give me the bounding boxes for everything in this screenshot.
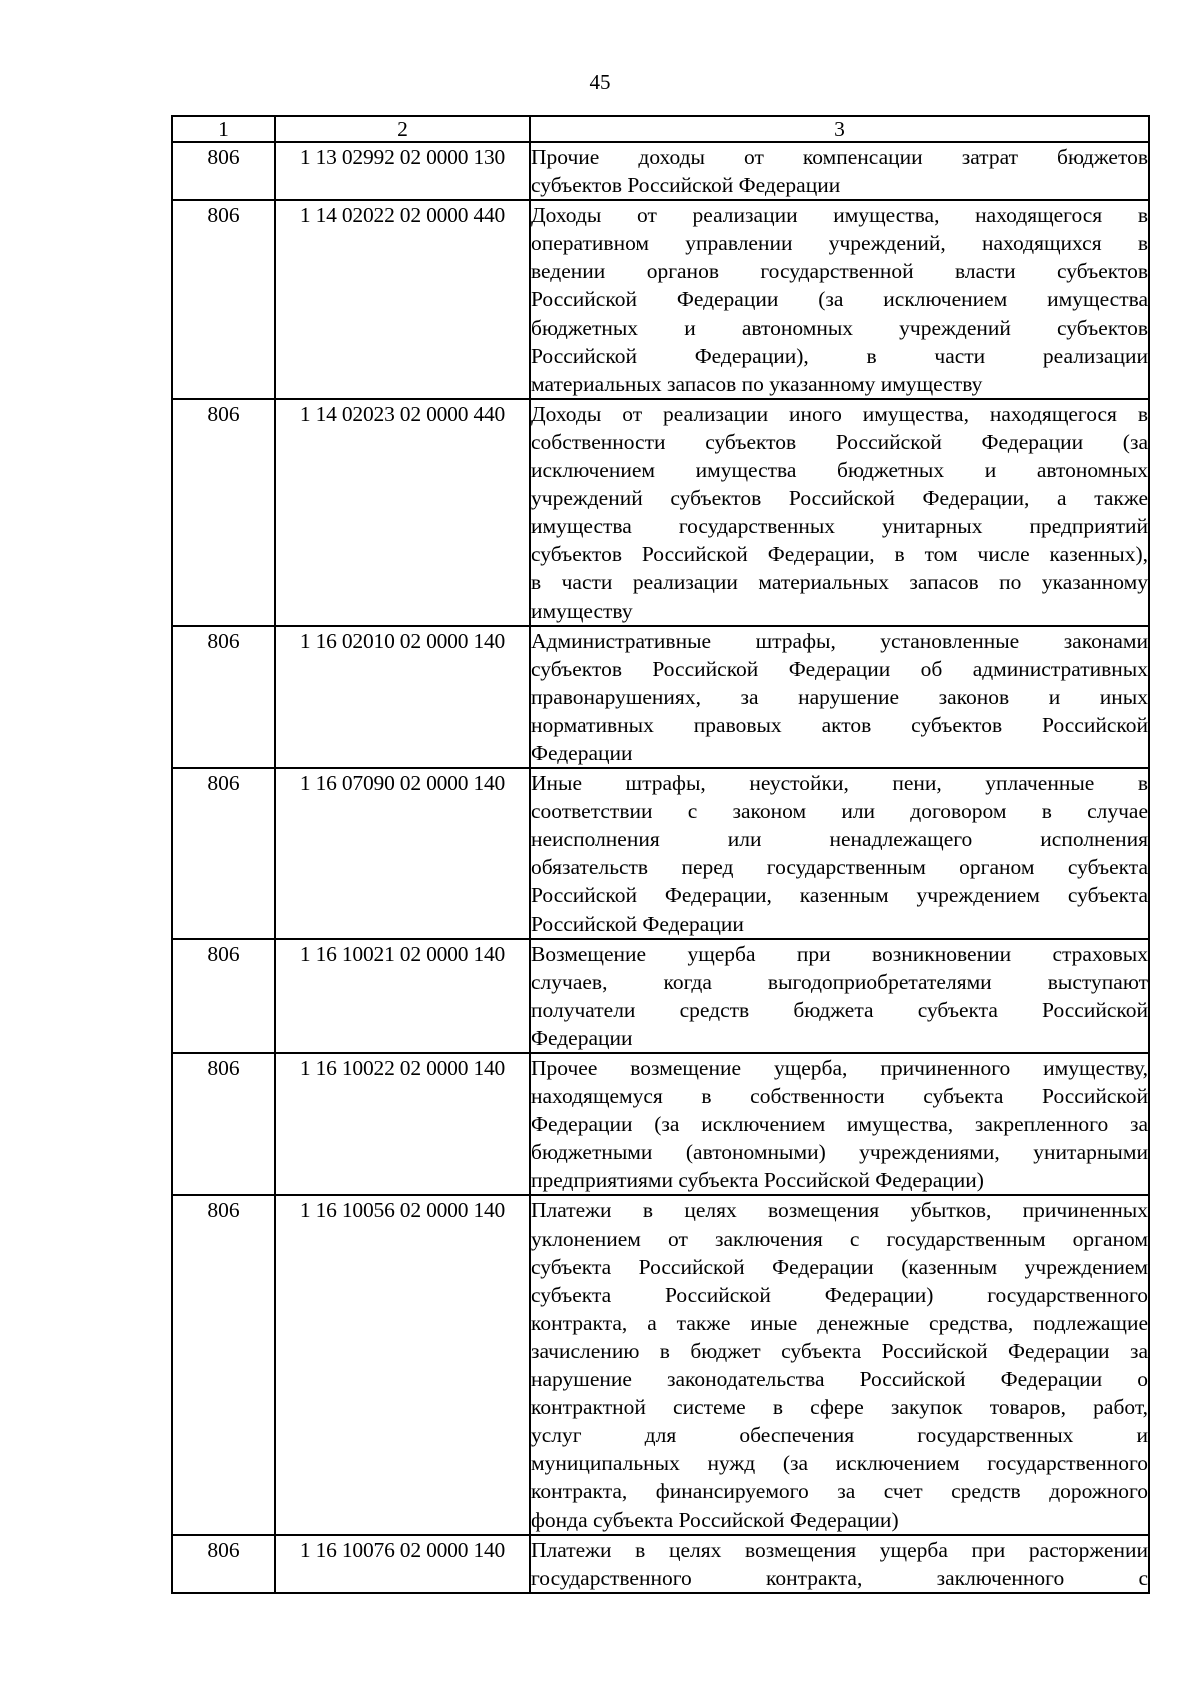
table-row <box>172 939 1149 1053</box>
description-line: исключением имущества бюджетных и автономных <box>531 458 1148 483</box>
description-line: государственного контракта, заключенного с <box>531 1565 1148 1590</box>
description-line: Российской Федерации <box>531 911 744 936</box>
description-line: Федерации <box>531 740 633 765</box>
description-line: бюджетными (автономными) учреждениями, унитарными <box>531 1140 1148 1165</box>
revenue-description-cell <box>530 200 1149 399</box>
table-row <box>172 1195 1149 1534</box>
description-line: собственности субъектов Российской Федерации (за <box>531 429 1148 454</box>
table-row <box>172 1535 1149 1593</box>
description-line: субъектов Российской Федерации, в том числе казенных), <box>531 542 1148 567</box>
header-cell-col1: 1 <box>172 116 275 142</box>
description-line: Российской Федерации), в части реализации <box>531 343 1148 368</box>
description-line: контракта, а также иные денежные средства, подлежащие <box>531 1310 1148 1335</box>
description-line: уклонением от заключения с государственным органом <box>531 1226 1148 1251</box>
description-line: субъекта Российской Федерации) государственного <box>531 1282 1148 1307</box>
description-line: Российской Федерации, казенным учреждением субъекта <box>531 883 1148 908</box>
page-number: 45 <box>589 70 611 94</box>
admin-code-cell: 806 <box>172 939 275 1053</box>
revenue-description-cell <box>530 399 1149 626</box>
table-row <box>172 399 1149 626</box>
revenue-description-cell <box>530 1195 1149 1534</box>
description-line: правонарушениях, за нарушение законов и иных <box>531 684 1148 709</box>
description-line: нарушение законодательства Российской Федерации о <box>531 1367 1148 1392</box>
admin-code-cell: 806 <box>172 1535 275 1593</box>
revenue-code-cell: 1 14 02022 02 0000 440 <box>275 200 530 399</box>
description-line: Прочее возмещение ущерба, причиненного имуществу, <box>531 1056 1148 1080</box>
description-line: Платежи в целях возмещения ущерба при расторжении <box>531 1537 1148 1562</box>
revenue-code-cell: 1 16 10021 02 0000 140 <box>275 939 530 1053</box>
description-line: Иные штрафы, неустойки, пени, уплаченные в <box>531 771 1148 796</box>
description-line: контрактной системе в сфере закупок товаров, работ, <box>531 1395 1148 1420</box>
description-line: Доходы от реализации имущества, находящегося в <box>531 203 1148 228</box>
revenue-code-cell: 1 16 02010 02 0000 140 <box>275 626 530 768</box>
table-row <box>172 200 1149 399</box>
description-line: оперативном управлении учреждений, находящихся в <box>531 231 1148 256</box>
admin-code-cell: 806 <box>172 399 275 626</box>
table-row <box>172 1053 1149 1195</box>
header-cell-col2: 2 <box>275 116 530 142</box>
revenue-description-cell <box>530 142 1149 200</box>
revenue-classification-table <box>171 115 1150 1594</box>
revenue-description-cell <box>530 1535 1149 1593</box>
revenue-description-cell <box>530 939 1149 1053</box>
description-line: Российской Федерации (за исключением имущества <box>531 287 1148 312</box>
description-line: Федерации (за исключением имущества, закрепленного за <box>531 1112 1148 1137</box>
description-line: Платежи в целях возмещения убытков, причиненных <box>531 1198 1148 1223</box>
revenue-code-cell: 1 16 10076 02 0000 140 <box>275 1535 530 1593</box>
revenue-description-cell <box>530 626 1149 768</box>
description-line: неисполнения или ненадлежащего исполнения <box>531 827 1148 852</box>
table-row <box>172 142 1149 200</box>
description-line: ведении органов государственной власти субъектов <box>531 259 1148 284</box>
revenue-description-cell <box>530 1053 1149 1195</box>
revenue-code-cell: 1 16 10022 02 0000 140 <box>275 1053 530 1195</box>
description-line: учреждений субъектов Российской Федерации, а также <box>531 486 1148 511</box>
description-line: Федерации <box>531 1025 633 1050</box>
revenue-code-cell: 1 16 07090 02 0000 140 <box>275 768 530 939</box>
description-line: Административные штрафы, установленные законами <box>531 628 1148 653</box>
header-cell-col3: 3 <box>530 116 1149 142</box>
description-line: бюджетных и автономных учреждений субъектов <box>531 315 1148 340</box>
description-line: получатели средств бюджета субъекта Российской <box>531 997 1148 1022</box>
admin-code-cell: 806 <box>172 1053 275 1195</box>
table-header-row <box>172 116 1149 142</box>
description-line: субъектов Российской Федерации об административных <box>531 656 1148 681</box>
admin-code-cell: 806 <box>172 142 275 200</box>
description-line: зачислению в бюджет субъекта Российской Федерации за <box>531 1338 1148 1363</box>
admin-code-cell: 806 <box>172 200 275 399</box>
description-line: Доходы от реализации иного имущества, находящегося в <box>531 401 1148 426</box>
description-line: предприятиями субъекта Российской Федерации) <box>531 1168 984 1193</box>
revenue-code-cell: 1 16 10056 02 0000 140 <box>275 1195 530 1534</box>
revenue-code-cell: 1 13 02992 02 0000 130 <box>275 142 530 200</box>
description-line: случаев, когда выгодоприобретателями выступают <box>531 969 1148 994</box>
description-line: находящемуся в собственности субъекта Российской <box>531 1084 1148 1109</box>
description-line: субъектов Российской Федерации <box>531 173 841 198</box>
revenue-description-cell <box>530 768 1149 939</box>
revenue-code-cell: 1 14 02023 02 0000 440 <box>275 399 530 626</box>
description-line: имуществу <box>531 598 633 623</box>
description-line: нормативных правовых актов субъектов Российской <box>531 712 1148 737</box>
admin-code-cell: 806 <box>172 626 275 768</box>
description-line: Возмещение ущерба при возникновении страховых <box>531 941 1148 966</box>
description-line: фонда субъекта Российской Федерации) <box>531 1507 899 1532</box>
description-line: материальных запасов по указанному имуществу <box>531 371 983 396</box>
admin-code-cell: 806 <box>172 1195 275 1534</box>
description-line: обязательств перед государственным органом субъекта <box>531 855 1148 880</box>
admin-code-cell: 806 <box>172 768 275 939</box>
description-line: в части реализации материальных запасов по указанному <box>531 570 1148 595</box>
description-line: муниципальных нужд (за исключением государственного <box>531 1451 1148 1476</box>
description-line: Прочие доходы от компенсации затрат бюджетов <box>531 145 1148 169</box>
description-line: контракта, финансируемого за счет средств дорожного <box>531 1479 1148 1504</box>
description-line: соответствии с законом или договором в случае <box>531 799 1148 824</box>
description-line: имущества государственных унитарных предприятий <box>531 514 1148 539</box>
table-row <box>172 626 1149 768</box>
description-line: субъекта Российской Федерации (казенным учреждением <box>531 1254 1148 1279</box>
description-line: услуг для обеспечения государственных и <box>531 1423 1148 1448</box>
table-row <box>172 768 1149 939</box>
